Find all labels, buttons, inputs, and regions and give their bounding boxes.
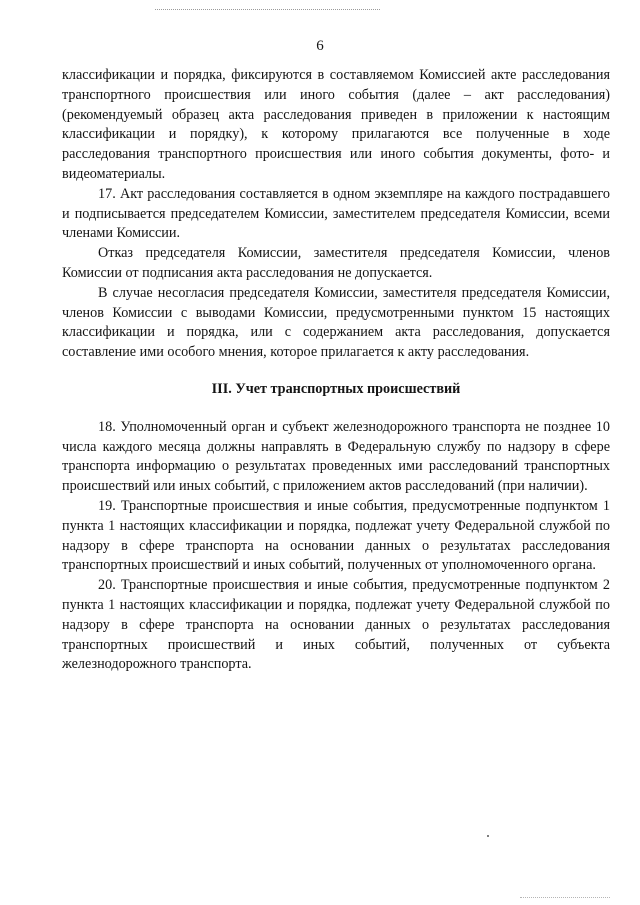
paragraph-continuation: классификации и порядка, фиксируются в составляемом Комиссией акте расследования транспортного происшествия или иного события (далее – акт расследования) (рекомендуемый образец акта расследования приведен в приложении к настоящим классификации и порядку), к которому прилагаются все полученные в ходе расследования транспортного происшествия или иного события документы, фото- и видеоматериалы. — [62, 67, 610, 182]
paragraph-19: 19. Транспортные происшествия и иные события, предусмотренные подпунктом 1 пункта 1 настоящих классификации и порядка, подлежат учету Федеральной службой по надзору в сфере транспорта на основании данных о результатах расследования транспортных происшествий и иных событий, полученных от уполномоченного органа. — [62, 497, 610, 574]
paragraph-refusal: Отказ председателя Комиссии, заместителя председателя Комиссии, членов Комиссии от подписания акта расследования не допускается. — [62, 245, 610, 281]
scan-speck — [487, 835, 489, 837]
paragraph-20: 20. Транспортные происшествия и иные события, предусмотренные подпунктом 2 пункта 1 настоящих классификации и порядка, подлежат учету Федеральной службой по надзору в сфере транспорта на основании данных о результатах расследования транспортных происшествий и иных событий, полученных от субъекта железнодорожного транспорта. — [62, 577, 610, 673]
section-heading: III. Учет транспортных происшествий — [211, 380, 461, 397]
paragraph-17: 17. Акт расследования составляется в одном экземпляре на каждого пострадавшего и подписывается председателем Комиссии, заместителем председателя Комиссии, всеми членами Комиссии. — [62, 185, 610, 242]
paragraph-18: 18. Уполномоченный орган и субъект железнодорожного транспорта не позднее 10 числа каждого месяца должны направлять в Федеральную службу по надзору в сфере транспорта информацию о результатах проведенных ими расследований транспортных происшествий или иных событий, с приложением актов расследований (при наличии). — [62, 418, 610, 495]
document-body — [62, 66, 610, 675]
scan-edge-top — [155, 9, 380, 10]
page-number: 6 — [316, 38, 324, 54]
scan-edge-bottom — [520, 897, 610, 898]
paragraph-disagreement: В случае несогласия председателя Комиссии, заместителя председателя Комиссии, членов Комиссии с выводами Комиссии, предусмотренными пунктом 15 настоящих классификации и порядка, или с содержанием акта расследования, допускается составление ими особого мнения, которое прилагается к акту расследования. — [62, 284, 610, 361]
